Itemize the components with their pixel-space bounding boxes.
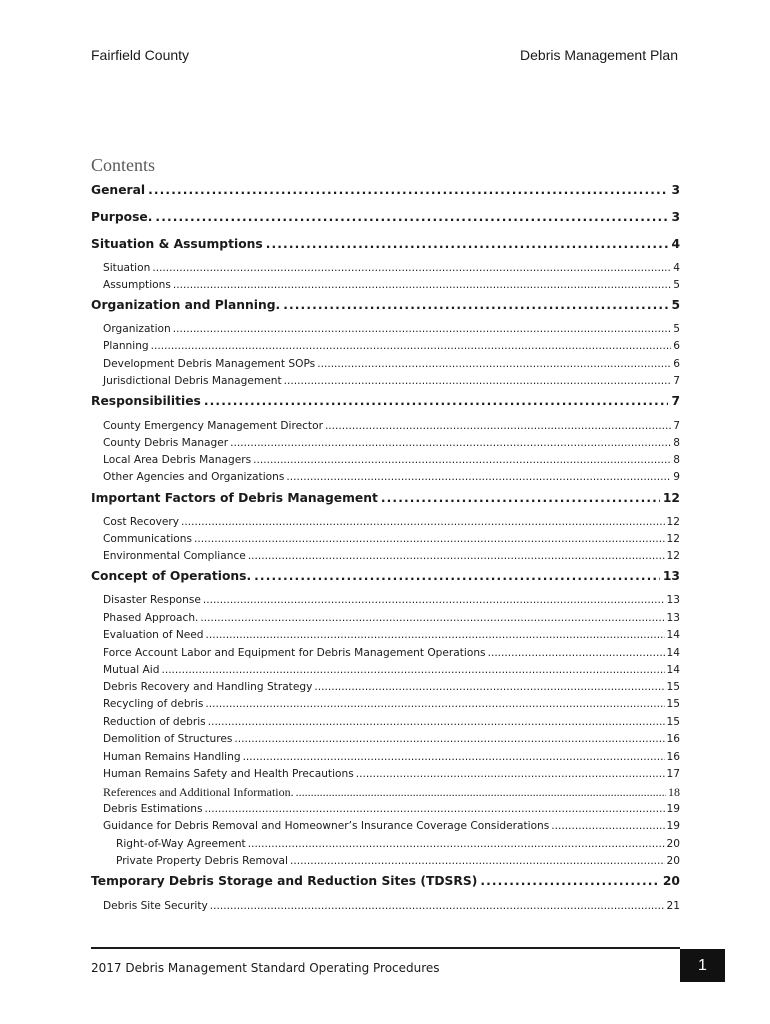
toc-leader-dots (148, 183, 668, 197)
toc-leader-dots (480, 874, 660, 888)
toc-entry-title: Disaster Response (103, 594, 201, 606)
toc-entry[interactable] (103, 664, 680, 676)
toc-entry-title: Situation & Assumptions (91, 237, 263, 251)
toc-entry-page: 4 (673, 262, 680, 274)
toc-entry-page: 6 (673, 340, 680, 352)
toc-leader-dots (296, 785, 666, 800)
toc-leader-dots (283, 298, 668, 312)
toc-entry[interactable] (103, 803, 680, 815)
toc-entry-page: 5 (671, 298, 680, 312)
toc-entry[interactable] (116, 855, 680, 867)
toc-entry-title: Environmental Compliance (103, 550, 246, 562)
toc-entry[interactable] (91, 210, 680, 224)
toc-entry-title: Organization and Planning. (91, 298, 281, 312)
toc-leader-dots (234, 733, 664, 745)
toc-entry-page: 16 (666, 751, 680, 763)
contents-heading: Contents (91, 155, 156, 175)
toc-entry-page: 7 (673, 375, 680, 387)
toc-leader-dots (248, 550, 665, 562)
toc-leader-dots (230, 437, 671, 449)
toc-entry[interactable] (91, 491, 680, 505)
toc-entry[interactable] (116, 838, 680, 850)
toc-entry-page: 21 (666, 900, 680, 912)
toc-leader-dots (210, 900, 665, 912)
toc-entry-title: Recycling of debris (103, 698, 204, 710)
toc-entry-page: 20 (666, 838, 680, 850)
toc-leader-dots (205, 698, 664, 710)
toc-leader-dots (152, 262, 671, 274)
toc-entry[interactable] (103, 594, 680, 606)
toc-entry[interactable] (103, 323, 680, 335)
toc-leader-dots (173, 279, 671, 291)
toc-leader-dots (243, 751, 665, 763)
toc-leader-dots (381, 491, 660, 505)
toc-entry[interactable] (103, 516, 680, 528)
toc-entry-page: 9 (673, 471, 680, 483)
toc-leader-dots (203, 594, 665, 606)
toc-leader-dots (253, 454, 671, 466)
page-header-right: Debris Management Plan (520, 47, 678, 63)
toc-entry[interactable] (91, 874, 680, 888)
toc-entry-title: Other Agencies and Organizations (103, 471, 285, 483)
toc-entry-title: Local Area Debris Managers (103, 454, 252, 466)
toc-leader-dots (205, 803, 665, 815)
toc-leader-dots (248, 838, 665, 850)
toc-entry-page: 13 (666, 594, 680, 606)
toc-leader-dots (286, 471, 671, 483)
toc-leader-dots (200, 612, 664, 624)
toc-entry-title: Responsibilities (91, 394, 201, 408)
toc-leader-dots (314, 681, 664, 693)
toc-leader-dots (290, 855, 665, 867)
toc-leader-dots (254, 569, 660, 583)
toc-leader-dots (356, 768, 665, 780)
toc-entry-page: 7 (673, 420, 680, 432)
toc-entry[interactable] (103, 471, 680, 483)
footer-text: 2017 Debris Management Standard Operating Procedures (91, 961, 440, 975)
toc-entry-page: 15 (666, 698, 680, 710)
toc-entry-title: Private Property Debris Removal (116, 855, 288, 867)
toc-leader-dots (284, 375, 672, 387)
toc-entry-title: Situation (103, 262, 151, 274)
toc-entry[interactable] (103, 375, 680, 387)
toc-entry-page: 6 (673, 358, 680, 370)
toc-entry[interactable] (103, 751, 680, 763)
toc-entry-page: 14 (666, 647, 680, 659)
toc-entry[interactable] (91, 237, 680, 251)
toc-entry-title: Guidance for Debris Removal and Homeowner’s Insurance Coverage Considerations (103, 820, 550, 832)
toc-leader-dots (161, 664, 664, 676)
toc-entry-title: Planning (103, 340, 149, 352)
toc-entry[interactable] (103, 612, 680, 624)
toc-entry-title: Force Account Labor and Equipment for Debris Management Operations (103, 647, 486, 659)
toc-entry-title: Jurisdictional Debris Management (103, 375, 282, 387)
toc-leader-dots (173, 323, 672, 335)
toc-entry-title: Development Debris Management SOPs (103, 358, 316, 370)
toc-leader-dots (266, 237, 669, 251)
toc-entry[interactable] (103, 733, 680, 745)
toc-entry[interactable] (103, 358, 680, 370)
page-number-box (680, 949, 725, 982)
toc-entry[interactable] (91, 394, 680, 408)
toc-entry-page: 19 (666, 803, 680, 815)
toc-entry-title: Demolition of Structures (103, 733, 233, 745)
toc-entry[interactable] (103, 900, 680, 912)
toc-leader-dots (155, 210, 668, 224)
footer-rule (91, 947, 680, 949)
toc-entry[interactable] (91, 569, 680, 583)
toc-entry[interactable] (103, 454, 680, 466)
toc-entry-page: 7 (671, 394, 680, 408)
toc-entry[interactable] (91, 298, 680, 312)
toc-entry-page: 3 (671, 210, 680, 224)
toc-leader-dots (204, 394, 669, 408)
toc-leader-dots (151, 340, 672, 352)
toc-entry-title: Organization (103, 323, 171, 335)
toc-entry-page: 13 (662, 569, 680, 583)
toc-entry-title: Right-of-Way Agreement (116, 838, 246, 850)
toc-entry-page: 13 (666, 612, 680, 624)
toc-entry-title: Assumptions (103, 279, 171, 291)
toc-entry-page: 16 (666, 733, 680, 745)
toc-leader-dots (325, 420, 671, 432)
toc-entry-title: Temporary Debris Storage and Reduction Sites (TDSRS) (91, 874, 478, 888)
toc-entry[interactable] (103, 820, 680, 832)
toc-entry[interactable] (103, 768, 680, 780)
toc-entry-title: Human Remains Safety and Health Precautions (103, 768, 354, 780)
toc-entry[interactable] (103, 262, 680, 274)
toc-entry[interactable] (103, 785, 680, 800)
toc-entry-title: Debris Site Security (103, 900, 208, 912)
page-header-left: Fairfield County (91, 47, 190, 63)
toc-entry-page: 15 (666, 681, 680, 693)
toc-entry-page: 19 (666, 820, 680, 832)
toc-leader-dots (181, 516, 664, 528)
toc-leader-dots (551, 820, 664, 832)
toc-entry[interactable] (103, 533, 680, 545)
toc-entry-page: 18 (668, 785, 680, 799)
toc-entry-title: Cost Recovery (103, 516, 180, 528)
toc-entry-title: References and Additional Information. (103, 785, 294, 799)
toc-leader-dots (194, 533, 664, 545)
toc-entry-page: 12 (666, 516, 680, 528)
toc-entry-page: 14 (666, 664, 680, 676)
toc-entry-title: Communications (103, 533, 193, 545)
toc-leader-dots (206, 629, 665, 641)
toc-entry-page: 5 (673, 279, 680, 291)
toc-entry-page: 8 (673, 437, 680, 449)
toc-leader-dots (488, 647, 665, 659)
toc-entry-page: 3 (671, 183, 680, 197)
toc-entry-page: 15 (666, 716, 680, 728)
toc-entry-page: 20 (662, 874, 680, 888)
toc-entry[interactable] (103, 437, 680, 449)
toc-entry-title: Debris Recovery and Handling Strategy (103, 681, 313, 693)
toc-entry-title: Mutual Aid (103, 664, 160, 676)
toc-entry-title: County Debris Manager (103, 437, 229, 449)
toc-leader-dots (208, 716, 665, 728)
toc-entry-page: 12 (662, 491, 680, 505)
toc-entry-title: Evaluation of Need (103, 629, 204, 641)
toc-entry-title: Reduction of debris (103, 716, 206, 728)
page-number: 1 (698, 956, 707, 974)
toc-entry-page: 14 (666, 629, 680, 641)
toc-entry-title: Debris Estimations (103, 803, 203, 815)
toc-entry-page: 20 (666, 855, 680, 867)
toc-leader-dots (317, 358, 671, 370)
toc-entry-title: Human Remains Handling (103, 751, 241, 763)
toc-entry-title: Phased Approach. (103, 612, 199, 624)
toc-entry-title: Purpose. (91, 210, 153, 224)
toc-entry-page: 5 (673, 323, 680, 335)
toc-entry[interactable] (91, 183, 680, 197)
toc-entry-title: Important Factors of Debris Management (91, 491, 378, 505)
toc-entry-title: County Emergency Management Director (103, 420, 323, 432)
toc-entry[interactable] (103, 420, 680, 432)
toc-entry[interactable] (103, 550, 680, 562)
toc-entry[interactable] (103, 629, 680, 641)
toc-entry-page: 17 (666, 768, 680, 780)
toc-entry-page: 8 (673, 454, 680, 466)
toc-entry-page: 4 (671, 237, 680, 251)
toc-entry-page: 12 (666, 550, 680, 562)
toc-entry[interactable] (103, 716, 680, 728)
toc-entry[interactable] (103, 698, 680, 710)
toc-entry[interactable] (103, 647, 680, 659)
toc-entry-page: 12 (666, 533, 680, 545)
toc-entry-title: Concept of Operations. (91, 569, 252, 583)
toc-entry[interactable] (103, 340, 680, 352)
toc-entry[interactable] (103, 279, 680, 291)
toc-entry[interactable] (103, 681, 680, 693)
toc-entry-title: General (91, 183, 146, 197)
